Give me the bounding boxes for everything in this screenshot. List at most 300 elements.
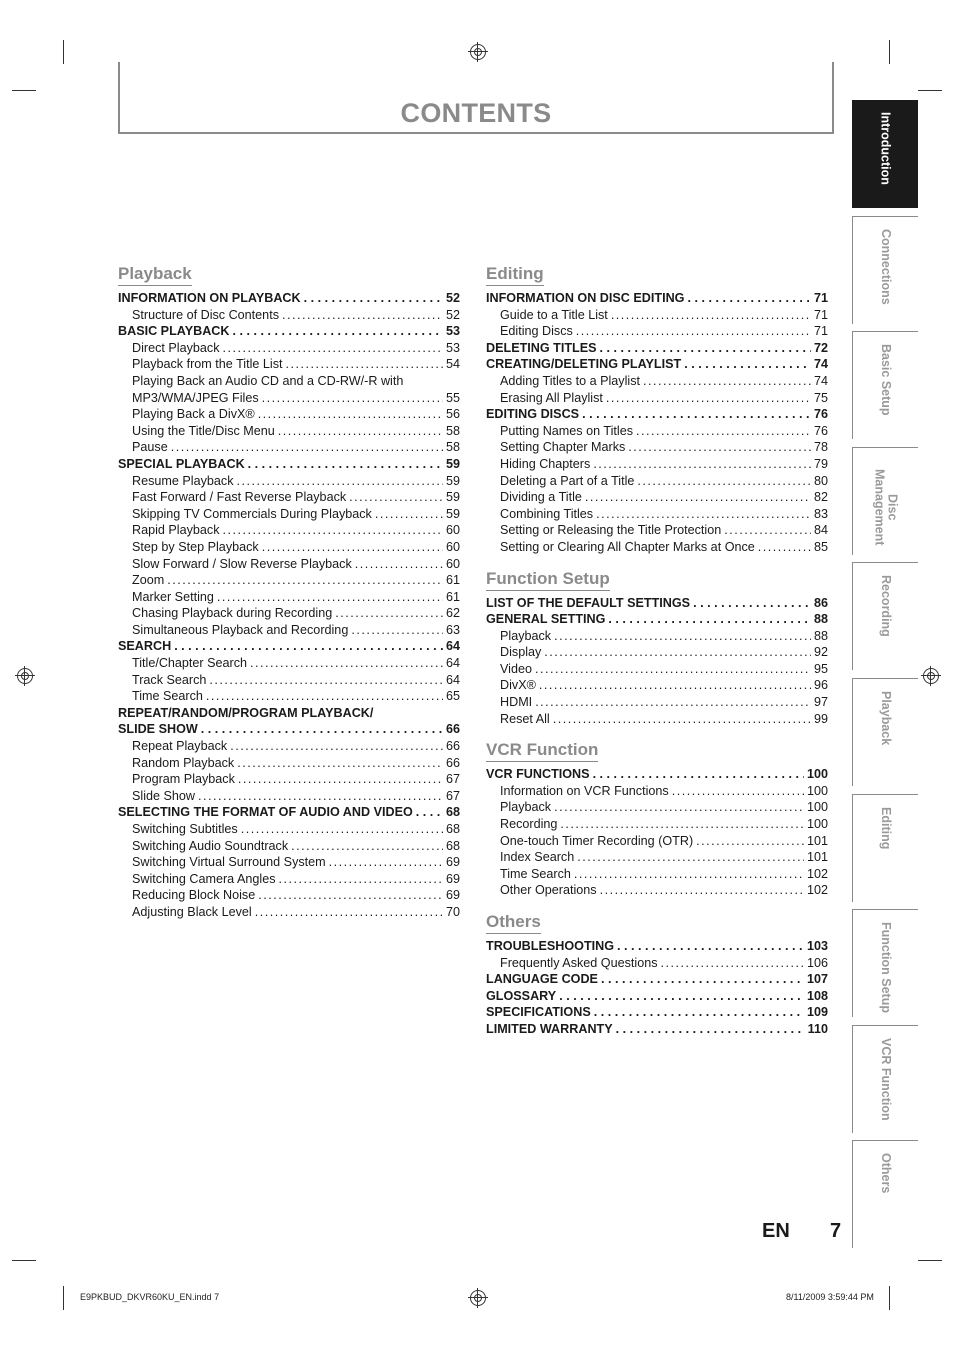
toc-entry[interactable] xyxy=(118,356,460,373)
dot-leader xyxy=(535,694,811,711)
toc-entry-page: 60 xyxy=(445,523,460,538)
toc-section xyxy=(486,569,828,728)
toc-entry-page: 79 xyxy=(813,456,828,471)
dot-leader xyxy=(248,456,443,473)
tab-connections[interactable] xyxy=(852,216,918,324)
toc-entry-label: Playback xyxy=(500,800,552,815)
toc-entry-page: 59 xyxy=(445,490,460,505)
dot-leader xyxy=(250,655,443,672)
toc-entry[interactable] xyxy=(486,390,828,407)
dot-leader xyxy=(544,644,811,661)
toc-entry-page: 65 xyxy=(445,689,460,704)
dot-leader xyxy=(576,323,811,340)
toc-entry[interactable] xyxy=(118,390,460,407)
toc-entry[interactable] xyxy=(486,373,828,390)
toc-entry-page: 59 xyxy=(445,456,460,471)
toc-entry-label: DELETING TITLES xyxy=(486,340,597,355)
dot-leader xyxy=(223,522,443,539)
toc-entry[interactable] xyxy=(118,854,460,871)
toc-entry[interactable] xyxy=(118,871,460,888)
toc-entry-page: 101 xyxy=(806,833,828,848)
section-title: VCR Function xyxy=(486,740,598,762)
toc-entry[interactable] xyxy=(486,677,828,694)
toc-entry[interactable] xyxy=(486,866,828,883)
dot-leader xyxy=(233,323,443,340)
toc-entry[interactable] xyxy=(118,721,460,738)
toc-entry-label: Switching Subtitles xyxy=(132,822,238,836)
footer-date: 8/11/2009 3:59:44 PM xyxy=(786,1292,874,1302)
tab-label: Others xyxy=(879,1153,893,1194)
dot-leader xyxy=(643,373,811,390)
toc-entry-label: Dividing a Title xyxy=(500,490,582,505)
toc-entry-page: 106 xyxy=(806,955,828,970)
toc-entry-page: 102 xyxy=(806,866,828,881)
toc-entry[interactable] xyxy=(118,556,460,573)
toc-entry[interactable] xyxy=(118,439,460,456)
toc-entry-page: 88 xyxy=(813,628,828,643)
dot-leader xyxy=(535,661,811,678)
dot-leader xyxy=(167,572,443,589)
toc-entry-page: 103 xyxy=(806,939,828,953)
toc-entry-label: Playing Back a DivX® xyxy=(132,407,255,422)
toc-entry-label: Reducing Block Noise xyxy=(132,888,256,903)
dot-leader xyxy=(171,439,443,456)
crop-mark xyxy=(889,40,890,64)
toc-entry-label: Direct Playback xyxy=(132,340,220,355)
toc-entry[interactable] xyxy=(486,323,828,340)
tab-label: Connections xyxy=(879,228,893,305)
toc-entry-label: Putting Names on Titles xyxy=(500,423,633,438)
toc-entry-label: Recording xyxy=(500,817,558,832)
toc-entry-page: 72 xyxy=(813,340,828,355)
dot-leader xyxy=(206,688,443,705)
toc-entry[interactable] xyxy=(118,423,460,440)
toc-entry-label: One-touch Timer Recording (OTR) xyxy=(500,833,694,848)
toc-entry-label: Time Search xyxy=(132,689,203,704)
toc-section xyxy=(486,264,828,556)
toc-column-right xyxy=(486,264,828,1051)
dot-leader xyxy=(696,833,804,850)
toc-entry-label: Structure of Disc Contents xyxy=(132,307,279,322)
dot-leader xyxy=(554,799,804,816)
toc-entry-label: Video xyxy=(500,661,532,676)
dot-leader xyxy=(758,539,811,556)
toc-entry[interactable] xyxy=(118,307,460,324)
dot-leader xyxy=(596,506,811,523)
toc-entry[interactable] xyxy=(486,356,828,373)
toc-entry-page: 56 xyxy=(445,407,460,422)
dot-leader xyxy=(585,489,811,506)
tab-function-setup[interactable] xyxy=(852,909,918,1017)
toc-entry[interactable] xyxy=(118,622,460,639)
language-label: EN xyxy=(762,1220,790,1242)
toc-entry-label: Title/Chapter Search xyxy=(132,656,248,671)
tab-label: Playback xyxy=(879,691,893,746)
tab-label: Function Setup xyxy=(879,922,893,1014)
toc-entry-label: Switching Virtual Surround System xyxy=(132,855,326,870)
toc-entry[interactable] xyxy=(486,766,828,783)
toc-entry-label: GENERAL SETTING xyxy=(486,612,606,627)
toc-entry-page: 107 xyxy=(806,972,828,987)
toc-entry[interactable] xyxy=(118,489,460,506)
toc-entry[interactable] xyxy=(118,373,460,390)
toc-entry[interactable] xyxy=(118,539,460,556)
toc-entry-page: 68 xyxy=(445,805,460,820)
toc-entry-page: 88 xyxy=(813,612,828,627)
toc-entry-page: 58 xyxy=(445,423,460,438)
toc-entry-label: Combining Titles xyxy=(500,506,594,521)
toc-entry[interactable] xyxy=(118,738,460,755)
toc-entry-page: 66 xyxy=(445,739,460,754)
toc-entry-page: 110 xyxy=(807,1021,828,1036)
toc-entry-label: Slow Forward / Slow Reverse Playback xyxy=(132,556,352,571)
toc-entry[interactable] xyxy=(486,661,828,678)
dot-leader xyxy=(600,882,804,899)
toc-entry-label: TROUBLESHOOTING xyxy=(486,939,615,953)
toc-entry-page: 71 xyxy=(813,307,828,322)
toc-entry[interactable] xyxy=(118,572,460,589)
toc-entry-page: 83 xyxy=(813,506,828,521)
toc-entry[interactable] xyxy=(118,688,460,705)
toc-entry-page: 64 xyxy=(445,639,460,654)
dot-leader xyxy=(286,356,443,373)
toc-entry[interactable] xyxy=(486,423,828,440)
toc-entry[interactable] xyxy=(486,988,828,1005)
toc-entry-label: MP3/WMA/JPEG Files xyxy=(132,390,259,405)
tab-label: Basic Setup xyxy=(879,344,893,416)
toc-entry[interactable] xyxy=(486,595,828,612)
toc-entry[interactable] xyxy=(486,955,828,972)
toc-entry-label: Program Playback xyxy=(132,772,235,787)
dot-leader xyxy=(279,871,443,888)
toc-entry-label: REPEAT/RANDOM/PROGRAM PLAYBACK/ xyxy=(118,705,374,720)
toc-entry-page: 100 xyxy=(806,767,828,782)
toc-entry-label: Track Search xyxy=(132,672,207,687)
toc-entry[interactable] xyxy=(486,971,828,988)
toc-entry-label: INFORMATION ON PLAYBACK xyxy=(118,291,301,305)
toc-entry[interactable] xyxy=(486,694,828,711)
toc-entry[interactable] xyxy=(118,638,460,655)
toc-entry-label: SPECIAL PLAYBACK xyxy=(118,456,245,471)
toc-entry[interactable] xyxy=(486,340,828,357)
toc-entry-page: 68 xyxy=(445,822,460,836)
dot-leader xyxy=(553,711,811,728)
toc-entry[interactable] xyxy=(118,506,460,523)
toc-entry[interactable] xyxy=(486,882,828,899)
toc-entry-page: 74 xyxy=(813,357,828,372)
dot-leader xyxy=(355,556,443,573)
title-frame xyxy=(118,62,834,134)
toc-entry-label: Display xyxy=(500,645,542,660)
toc-entry[interactable] xyxy=(118,456,460,473)
dot-leader xyxy=(238,771,443,788)
toc-entry[interactable] xyxy=(486,473,828,490)
toc-entry-page: 78 xyxy=(813,440,828,455)
toc-entry[interactable] xyxy=(118,655,460,672)
toc-entry[interactable] xyxy=(486,1004,828,1021)
dot-leader xyxy=(217,589,443,606)
toc-entry[interactable] xyxy=(118,821,460,838)
dot-leader xyxy=(554,628,811,645)
toc-entry-page: 54 xyxy=(445,357,460,372)
tab-label: Editing xyxy=(879,806,893,849)
dot-leader xyxy=(241,821,443,838)
dot-leader xyxy=(329,854,443,871)
dot-leader xyxy=(577,849,804,866)
dot-leader xyxy=(201,721,443,738)
toc-entry-page: 64 xyxy=(445,656,460,671)
toc-entry[interactable] xyxy=(118,804,460,821)
dot-leader xyxy=(282,307,443,324)
toc-entry-page: 66 xyxy=(445,722,460,737)
toc-entry-label: Skipping TV Commercials During Playback xyxy=(132,506,372,521)
toc-entry-label: SLIDE SHOW xyxy=(118,722,198,737)
toc-entry[interactable] xyxy=(118,323,460,340)
toc-entry-page: 100 xyxy=(806,783,828,798)
toc-entry-label: Setting or Releasing the Title Protection xyxy=(500,523,722,538)
toc-entry-page: 74 xyxy=(813,373,828,388)
toc-entry-label: Frequently Asked Questions xyxy=(500,955,658,970)
crop-mark xyxy=(918,90,942,91)
toc-entry-label: Step by Step Playback xyxy=(132,539,259,554)
footer-file: E9PKBUD_DKVR60KU_EN.indd 7 xyxy=(80,1292,220,1302)
toc-entry-page: 82 xyxy=(813,490,828,505)
crop-mark xyxy=(63,1286,64,1310)
dot-leader xyxy=(237,755,443,772)
toc-section xyxy=(486,740,828,899)
dot-leader xyxy=(637,473,811,490)
toc-entry[interactable] xyxy=(486,611,828,628)
toc-entry-page: 67 xyxy=(445,788,460,803)
section-title: Function Setup xyxy=(486,569,610,591)
toc-entry-page: 84 xyxy=(813,523,828,538)
tab-others[interactable] xyxy=(852,1140,918,1248)
tab-playback[interactable] xyxy=(852,678,918,786)
dot-leader xyxy=(559,988,804,1005)
toc-entry-page: 109 xyxy=(806,1005,828,1020)
toc-entry-page: 96 xyxy=(813,678,828,693)
crop-mark xyxy=(12,1260,36,1261)
toc-entry-label: Setting or Clearing All Chapter Marks at Once xyxy=(500,539,755,554)
toc-entry-page: 100 xyxy=(806,817,828,832)
toc-entry[interactable] xyxy=(486,833,828,850)
toc-entry-label: Time Search xyxy=(500,866,571,881)
toc-entry[interactable] xyxy=(118,473,460,490)
crop-mark xyxy=(12,90,36,91)
toc-entry-page: 102 xyxy=(806,883,828,898)
toc-entry[interactable] xyxy=(486,644,828,661)
toc-entry-label: Resume Playback xyxy=(132,473,234,488)
toc-entry-page: 101 xyxy=(806,850,828,865)
toc-entry-label: LANGUAGE CODE xyxy=(486,972,598,987)
dot-leader xyxy=(593,456,811,473)
toc-entry-label: Marker Setting xyxy=(132,589,214,604)
toc-entry-label: Information on VCR Functions xyxy=(500,783,669,798)
toc-entry-label: DivX® xyxy=(500,678,536,693)
tab-vcr-function[interactable] xyxy=(852,1025,918,1133)
toc-entry[interactable] xyxy=(118,589,460,606)
toc-entry[interactable] xyxy=(486,506,828,523)
toc-entry[interactable] xyxy=(118,290,460,307)
toc-entry[interactable] xyxy=(486,456,828,473)
toc-entry[interactable] xyxy=(118,340,460,357)
section-title: Others xyxy=(486,912,541,934)
toc-entry-label: Rapid Playback xyxy=(132,523,220,538)
dot-leader xyxy=(661,955,804,972)
toc-entry[interactable] xyxy=(486,711,828,728)
tab-label: Disc Management xyxy=(872,469,900,546)
toc-entry-label: Switching Camera Angles xyxy=(132,871,276,886)
toc-entry-label: Adding Titles to a Playlist xyxy=(500,373,641,388)
toc-entry-page: 63 xyxy=(445,622,460,637)
toc-entry[interactable] xyxy=(486,783,828,800)
toc-entry[interactable] xyxy=(486,290,828,307)
toc-entry-label: Guide to a Title List xyxy=(500,307,608,322)
dot-leader xyxy=(255,904,443,921)
dot-leader xyxy=(574,866,804,883)
toc-entry[interactable] xyxy=(118,838,460,855)
tab-recording[interactable] xyxy=(852,562,918,670)
tab-basic-setup[interactable] xyxy=(852,331,918,439)
toc-entry-label: Setting Chapter Marks xyxy=(500,440,626,455)
toc-entry-label: Reset All xyxy=(500,711,550,726)
crop-mark xyxy=(889,1286,890,1310)
toc-entry[interactable] xyxy=(486,489,828,506)
toc-entry-label: LIMITED WARRANTY xyxy=(486,1021,613,1036)
toc-entry-label: Adjusting Black Level xyxy=(132,904,252,919)
toc-entry-page: 75 xyxy=(813,390,828,405)
dot-leader xyxy=(174,638,443,655)
tab-editing[interactable] xyxy=(852,794,918,902)
toc-entry-label: Fast Forward / Fast Reverse Playback xyxy=(132,490,347,505)
dot-leader xyxy=(601,971,804,988)
toc-entry-page: 59 xyxy=(445,506,460,521)
toc-entry[interactable] xyxy=(118,605,460,622)
dot-leader xyxy=(262,390,443,407)
toc-entry[interactable] xyxy=(118,672,460,689)
toc-entry-label: HDMI xyxy=(500,695,533,710)
toc-entry-label: Deleting a Part of a Title xyxy=(500,473,635,488)
toc-entry[interactable] xyxy=(486,1021,828,1038)
toc-entry[interactable] xyxy=(118,705,460,722)
toc-entry[interactable] xyxy=(118,771,460,788)
dot-leader xyxy=(593,766,804,783)
toc-entry[interactable] xyxy=(118,755,460,772)
toc-entry-page: 60 xyxy=(445,539,460,554)
toc-column-left xyxy=(118,264,460,934)
dot-leader xyxy=(278,423,443,440)
toc-entry[interactable] xyxy=(118,904,460,921)
registration-mark-icon xyxy=(470,44,486,60)
toc-entry-page: 76 xyxy=(813,407,828,422)
toc-entry-label: BASIC PLAYBACK xyxy=(118,324,230,339)
toc-entry-page: 95 xyxy=(813,661,828,676)
toc-entry[interactable] xyxy=(486,628,828,645)
toc-entry-page: 52 xyxy=(445,291,460,305)
toc-entry-page: 97 xyxy=(813,695,828,710)
toc-entry-page: 68 xyxy=(445,838,460,853)
toc-entry-label: Slide Show xyxy=(132,788,196,803)
dot-leader xyxy=(636,423,811,440)
dot-leader xyxy=(617,938,804,955)
dot-leader xyxy=(258,406,443,423)
toc-entry[interactable] xyxy=(118,788,460,805)
toc-entry-page: 86 xyxy=(813,595,828,610)
toc-entry-page: 71 xyxy=(813,291,828,305)
toc-entry-label: SEARCH xyxy=(118,639,172,654)
page-number: 7 xyxy=(830,1220,842,1242)
dot-leader xyxy=(687,290,811,307)
toc-entry-label: Pause xyxy=(132,440,168,455)
toc-entry[interactable] xyxy=(486,522,828,539)
dot-leader xyxy=(223,340,443,357)
dot-leader xyxy=(628,439,811,456)
toc-entry-label: EDITING DISCS xyxy=(486,407,580,422)
toc-entry-page: 69 xyxy=(445,855,460,870)
dot-leader xyxy=(724,522,811,539)
toc-entry[interactable] xyxy=(486,406,828,423)
toc-entry[interactable] xyxy=(486,307,828,324)
toc-entry[interactable] xyxy=(486,816,828,833)
toc-entry-page: 85 xyxy=(813,539,828,554)
toc-entry-page: 62 xyxy=(445,606,460,621)
toc-entry-label: Other Operations xyxy=(500,883,597,898)
toc-entry-page: 53 xyxy=(445,324,460,339)
toc-entry-page: 60 xyxy=(445,556,460,571)
registration-mark-icon xyxy=(470,1290,486,1306)
toc-entry-page: 52 xyxy=(445,307,460,322)
dot-leader xyxy=(611,307,811,324)
toc-entry[interactable] xyxy=(118,522,460,539)
toc-entry[interactable] xyxy=(486,938,828,955)
crop-mark xyxy=(918,1260,942,1261)
toc-entry-page: 53 xyxy=(445,340,460,355)
toc-entry-page: 80 xyxy=(813,473,828,488)
toc-entry[interactable] xyxy=(486,539,828,556)
toc-entry[interactable] xyxy=(118,887,460,904)
toc-entry[interactable] xyxy=(486,439,828,456)
toc-entry[interactable] xyxy=(486,849,828,866)
tab-introduction[interactable] xyxy=(852,100,918,208)
toc-section xyxy=(486,912,828,1038)
toc-entry-page: 76 xyxy=(813,423,828,438)
toc-entry-label: SELECTING THE FORMAT OF AUDIO AND VIDEO xyxy=(118,805,413,820)
toc-entry-label: Random Playback xyxy=(132,755,235,770)
toc-entry-label: Editing Discs xyxy=(500,324,573,339)
toc-entry-label: VCR FUNCTIONS xyxy=(486,767,590,782)
toc-entry[interactable] xyxy=(118,406,460,423)
toc-entry-page: 61 xyxy=(445,589,460,604)
dot-leader xyxy=(230,738,443,755)
dot-leader xyxy=(335,605,443,622)
dot-leader xyxy=(304,290,443,307)
dot-leader xyxy=(606,390,811,407)
dot-leader xyxy=(693,595,811,612)
toc-entry-page: 70 xyxy=(445,904,460,919)
dot-leader xyxy=(349,489,443,506)
toc-entry-page: 100 xyxy=(806,800,828,815)
toc-entry-label: SPECIFICATIONS xyxy=(486,1005,591,1020)
dot-leader xyxy=(416,804,443,821)
toc-entry[interactable] xyxy=(486,799,828,816)
tab-label: VCR Function xyxy=(879,1037,893,1121)
toc-entry-page: 58 xyxy=(445,440,460,455)
dot-leader xyxy=(594,1004,804,1021)
dot-leader xyxy=(684,356,811,373)
toc-entry-label: Playing Back an Audio CD and a CD-RW/-R with xyxy=(132,373,404,388)
tab-label: Recording xyxy=(879,575,893,638)
tab-disc-management[interactable] xyxy=(852,447,918,555)
